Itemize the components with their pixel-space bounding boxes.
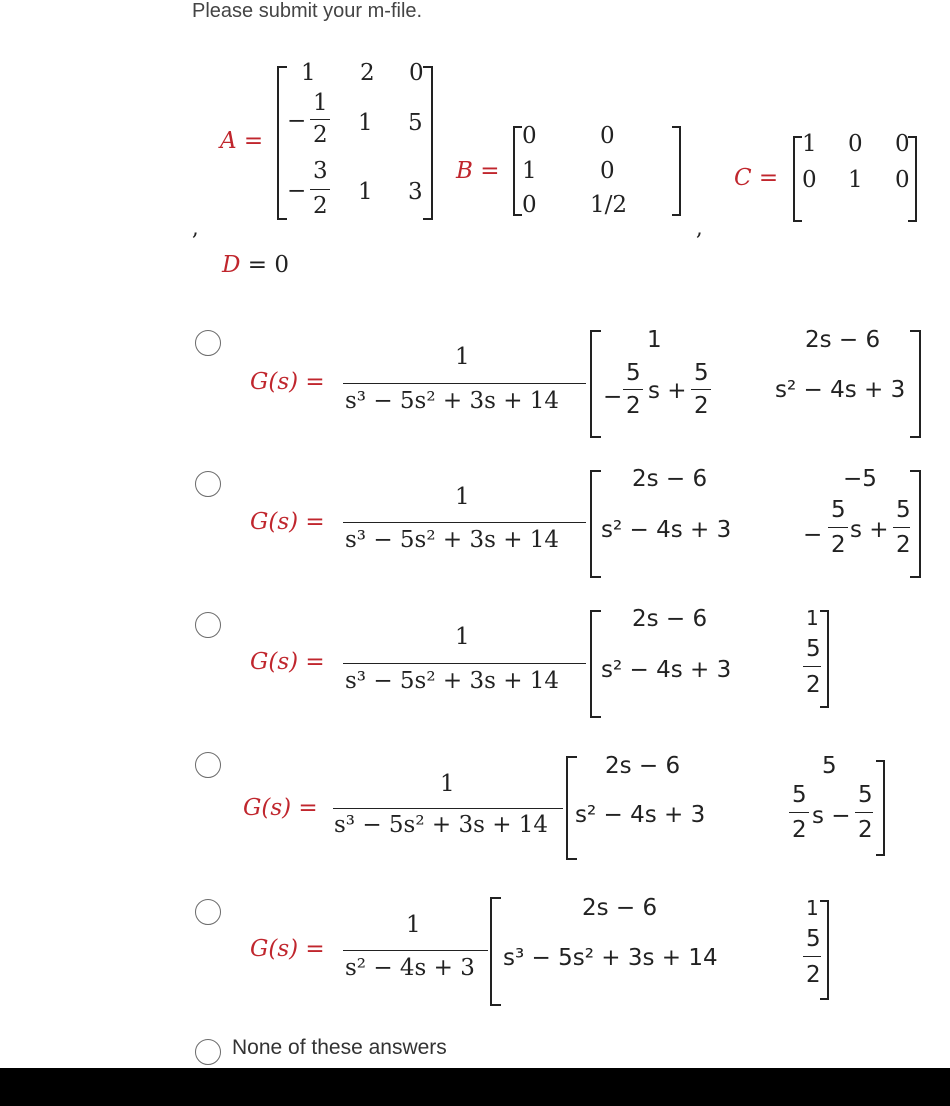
matrix-a-cell-den: 2 — [313, 122, 328, 148]
fraction-bar — [893, 527, 910, 528]
matrix-entry: 1 — [806, 606, 819, 630]
matrix-c-cell: 0 — [895, 167, 910, 193]
matrix-entry: 1 — [806, 896, 819, 920]
separator-comma: , — [192, 216, 199, 240]
transfer-function-lhs: G(s) = — [250, 509, 325, 535]
radio-button[interactable] — [195, 330, 221, 356]
matrix-entry: −5 — [843, 466, 877, 492]
matrix-entry: 2s − 6 — [605, 753, 681, 779]
fraction-bar — [310, 119, 330, 120]
matrix-entry-num: 5 — [806, 926, 821, 952]
matrix-a-cell: 1 — [301, 60, 316, 86]
matrix-c-cell: 0 — [848, 131, 863, 157]
matrix-a-cell-den: 2 — [313, 193, 328, 219]
matrix-entry-den: 2 — [626, 393, 641, 419]
matrix-a-label: A = — [220, 128, 264, 154]
fraction-bar — [855, 812, 873, 813]
fraction-bar — [803, 666, 821, 667]
scalar-denominator: s³ − 5s² + 3s + 14 — [334, 812, 549, 838]
matrix-entry-den: 2 — [858, 817, 873, 843]
matrix-entry: 5 — [822, 753, 837, 779]
matrix-a-cell-sign: − — [287, 178, 307, 204]
fraction-bar — [333, 808, 563, 809]
matrix-entry: s² − 4s + 3 — [601, 517, 732, 543]
scalar-denominator: s³ − 5s² + 3s + 14 — [345, 388, 560, 414]
matrix-entry-num: 5 — [806, 636, 821, 662]
scalar-denominator: s² − 4s + 3 — [345, 955, 475, 981]
none-option-label: None of these answers — [232, 1036, 447, 1059]
matrix-c-left-bracket — [793, 136, 802, 222]
fraction-bar — [343, 383, 586, 384]
matrix-a-cell-num: 3 — [313, 158, 328, 184]
matrix-entry-mid: s − — [812, 803, 851, 829]
matrix-entry-num: 5 — [792, 782, 807, 808]
matrix-b-label: B = — [456, 158, 500, 184]
matrix-entry: 2s − 6 — [805, 327, 881, 353]
transfer-function-lhs: G(s) = — [250, 649, 325, 675]
matrix-right-bracket — [910, 470, 921, 578]
matrix-entry-den: 2 — [831, 532, 846, 558]
scalar-denominator: s³ − 5s² + 3s + 14 — [345, 527, 560, 553]
scalar-numerator: 1 — [440, 771, 455, 797]
matrix-a-cell-sign: − — [287, 108, 307, 134]
matrix-b-cell: 0 — [600, 158, 615, 184]
matrix-c-cell: 0 — [802, 167, 817, 193]
matrix-entry-den: 2 — [806, 962, 821, 988]
scalar-numerator: 1 — [406, 912, 421, 938]
matrix-entry-num: 5 — [858, 782, 873, 808]
matrix-c-label: C = — [734, 165, 779, 191]
scalar-numerator: 1 — [455, 484, 470, 510]
matrix-a-cell: 1 — [358, 110, 373, 136]
matrix-b-right-bracket — [672, 126, 681, 216]
matrix-right-bracket — [910, 330, 921, 438]
matrix-entry-num: 5 — [694, 360, 709, 386]
matrix-entry-sign: − — [603, 384, 623, 410]
matrix-entry: 2s − 6 — [582, 895, 658, 921]
transfer-function-lhs: G(s) = — [243, 795, 318, 821]
matrix-entry: s² − 4s + 3 — [775, 377, 906, 403]
radio-button[interactable] — [195, 752, 221, 778]
fraction-bar — [343, 663, 586, 664]
matrix-a-cell: 1 — [358, 179, 373, 205]
matrix-a-cell: 3 — [408, 179, 423, 205]
fraction-bar — [310, 189, 330, 190]
matrix-b-left-bracket — [513, 126, 522, 216]
matrix-entry: 2s − 6 — [632, 466, 708, 492]
fraction-bar — [828, 527, 848, 528]
matrix-entry-den: 2 — [694, 393, 709, 419]
matrix-left-bracket — [490, 897, 501, 1006]
matrix-b-cell: 0 — [522, 192, 537, 218]
matrix-entry-den: 2 — [806, 672, 821, 698]
transfer-function-lhs: G(s) = — [250, 936, 325, 962]
matrix-entry: s² − 4s + 3 — [601, 657, 732, 683]
matrix-a-cell: 0 — [409, 60, 424, 86]
matrix-left-bracket — [590, 470, 601, 578]
matrix-left-bracket — [590, 610, 601, 718]
fraction-bar — [623, 389, 643, 390]
fraction-bar — [803, 956, 821, 957]
radio-button[interactable] — [195, 899, 221, 925]
fraction-bar — [691, 389, 711, 390]
matrix-c-cell: 0 — [895, 131, 910, 157]
matrix-entry: 2s − 6 — [632, 606, 708, 632]
transfer-function-lhs: G(s) = — [250, 369, 325, 395]
matrix-entry-num: 5 — [896, 497, 911, 523]
matrix-entry-sign: − — [803, 522, 823, 548]
matrix-entry: 1 — [647, 327, 662, 353]
fraction-bar — [343, 522, 586, 523]
matrix-b-cell: 1 — [522, 158, 537, 184]
matrix-entry-den: 2 — [792, 817, 807, 843]
matrix-b-cell: 0 — [600, 123, 615, 149]
scalar-numerator: 1 — [455, 344, 470, 370]
radio-button[interactable] — [195, 1039, 221, 1065]
matrix-right-bracket — [820, 900, 829, 1000]
scalar-denominator: s³ − 5s² + 3s + 14 — [345, 668, 560, 694]
radio-button[interactable] — [195, 471, 221, 497]
matrix-b-cell: 0 — [522, 123, 537, 149]
matrix-a-right-bracket — [423, 66, 433, 220]
bottom-bar — [0, 1068, 950, 1106]
question-header: Please submit your m-file. — [192, 0, 423, 22]
matrix-entry-mid: s + — [850, 517, 889, 543]
matrix-left-bracket — [590, 330, 601, 438]
matrix-b-cell: 1/2 — [590, 192, 628, 218]
fraction-bar — [789, 812, 809, 813]
matrix-d-label: D = 0 — [222, 252, 289, 278]
separator-comma: , — [696, 216, 703, 240]
matrix-entry: s² − 4s + 3 — [575, 802, 706, 828]
matrix-c-cell: 1 — [848, 167, 863, 193]
matrix-right-bracket — [820, 610, 829, 708]
fraction-bar — [343, 950, 488, 951]
matrix-entry-num: 5 — [626, 360, 641, 386]
matrix-entry: s³ − 5s² + 3s + 14 — [503, 945, 718, 971]
matrix-a-cell: 2 — [360, 60, 375, 86]
matrix-right-bracket — [876, 760, 885, 856]
matrix-entry-num: 5 — [831, 497, 846, 523]
scalar-numerator: 1 — [455, 624, 470, 650]
matrix-entry-den: 2 — [896, 532, 911, 558]
matrix-a-cell-num: 1 — [313, 90, 328, 116]
matrix-entry-mid: s + — [648, 378, 687, 404]
matrix-a-cell: 5 — [408, 110, 423, 136]
matrix-a-left-bracket — [277, 66, 287, 220]
radio-button[interactable] — [195, 612, 221, 638]
matrix-c-cell: 1 — [802, 131, 817, 157]
